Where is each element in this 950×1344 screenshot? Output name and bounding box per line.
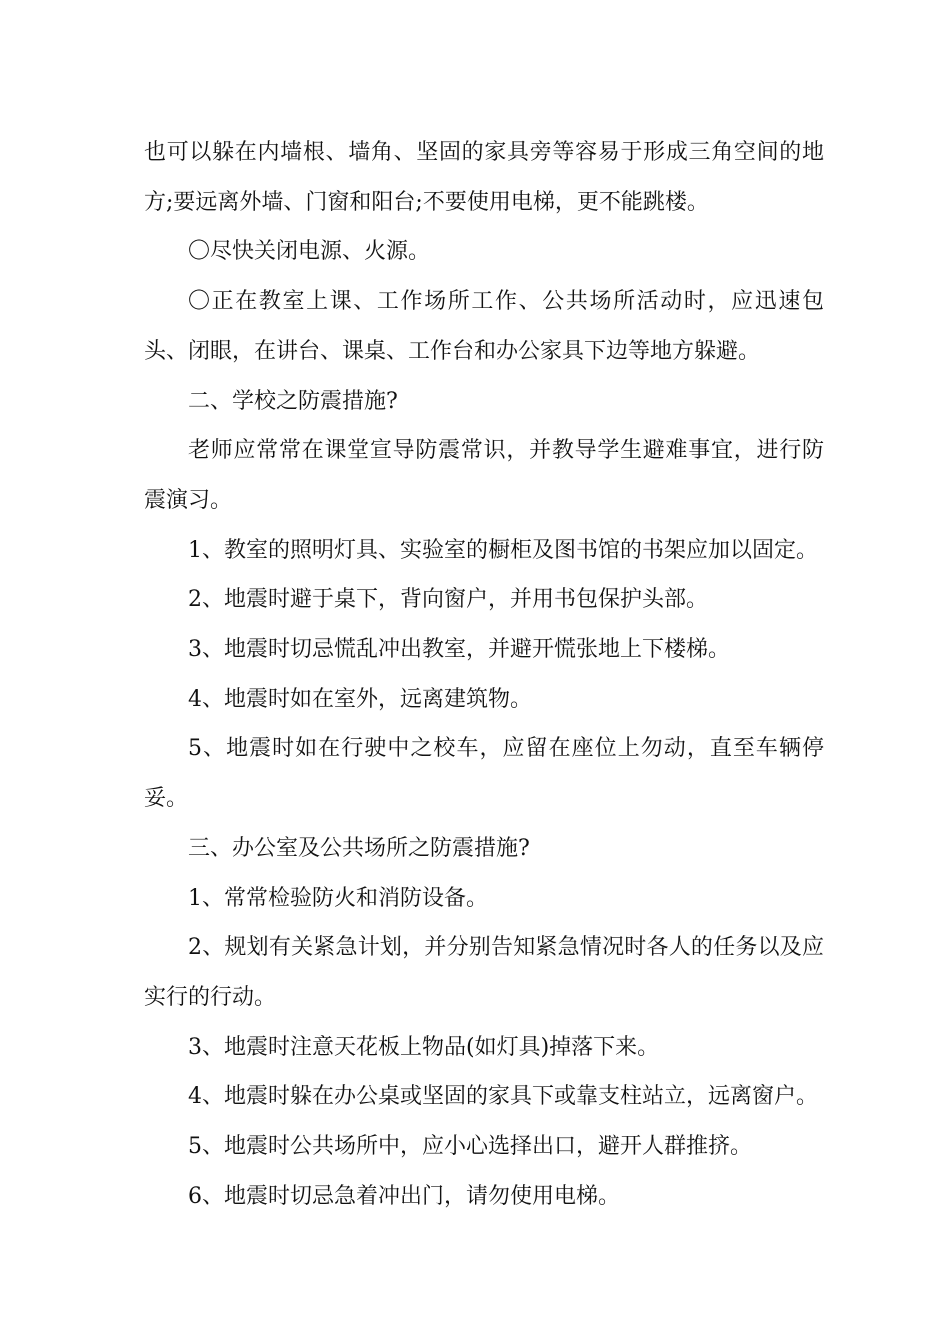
paragraph: 〇尽快关闭电源、火源。 bbox=[188, 239, 431, 265]
list-item: 5、地震时如在行驶中之校车，应留在座位上勿动，直至车辆停妥。 bbox=[144, 736, 824, 812]
list-item: 5、地震时公共场所中，应小心选择出口，避开人群推挤。 bbox=[188, 1134, 752, 1160]
list-item: 2、地震时避于桌下，背向窗户，并用书包保护头部。 bbox=[188, 587, 708, 613]
section-heading: 二、学校之防震措施? bbox=[188, 388, 398, 414]
section-heading: 三、办公室及公共场所之防震措施? bbox=[188, 835, 530, 861]
list-item: 3、地震时注意天花板上物品(如灯具)掉落下来。 bbox=[188, 1034, 660, 1060]
list-item: 4、地震时躲在办公桌或坚固的家具下或靠支柱站立，远离窗户。 bbox=[188, 1084, 818, 1110]
list-item: 4、地震时如在室外，远离建筑物。 bbox=[188, 686, 532, 712]
list-item: 6、地震时切忌急着冲出门，请勿使用电梯。 bbox=[188, 1183, 620, 1209]
paragraph: 〇正在教室上课、工作场所工作、公共场所活动时，应迅速包头、闭眼，在讲台、课桌、工作台和办公家具下边等地方躲避。 bbox=[144, 289, 824, 364]
list-item: 1、常常检验防火和消防设备。 bbox=[188, 885, 488, 911]
list-item: 3、地震时切忌慌乱冲出教室，并避开慌张地上下楼梯。 bbox=[188, 637, 730, 663]
list-item: 2、规划有关紧急计划，并分别告知紧急情况时各人的任务以及应实行的行动。 bbox=[144, 935, 824, 1010]
paragraph: 老师应常常在课堂宣导防震常识，并教导学生避难事宜，进行防震演习。 bbox=[144, 438, 824, 513]
document-body bbox=[144, 128, 824, 1221]
list-item: 1、教室的照明灯具、实验室的橱柜及图书馆的书架应加以固定。 bbox=[188, 537, 818, 563]
paragraph: 也可以躲在内墙根、墙角、坚固的家具旁等容易于形成三角空间的地方;要远离外墙、门窗和阳台;不要使用电梯，更不能跳楼。 bbox=[144, 140, 824, 215]
